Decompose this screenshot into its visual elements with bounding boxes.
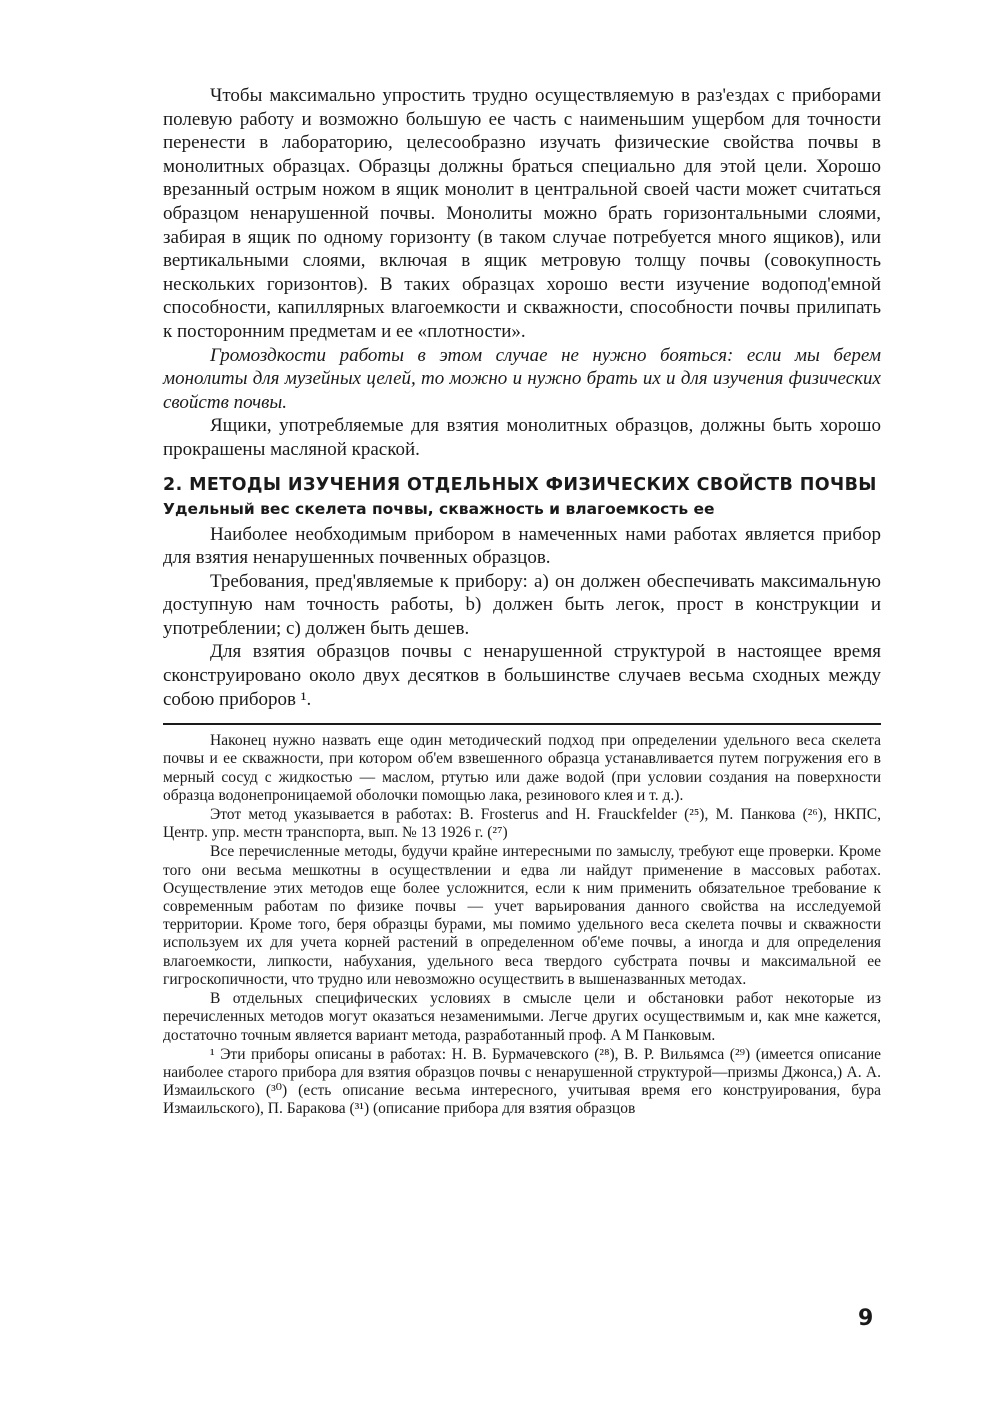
page-number: 9 [858,1306,874,1331]
paragraph-devices: Для взятия образцов почвы с ненарушенной структурой в настоящее время сконструировано около двух десятков в большинстве случаев весьма сходных между собою приборов ¹. [163,641,881,710]
paragraph-monoliths: Чтобы максимально упростить трудно осуществляемую в раз'ездах с приборами полевую работу и возможно большую ее часть с наименьшим ущербом для точности перенести в лабораторию, целесообразно изучать физические свойства почвы в монолитных образцах. Образцы должны браться специально для этой цели. Хорошо врезанный острым ножом в ящик монолит в центральной своей части может считаться образцом ненарушенной почвы. Монолиты можно брать горизонтальными слоями, забирая в ящик по одному горизонту (в таком случае потребуется много ящиков), или вертикальными слоями, включая в ящик метровую толщу почвы (совокупность нескольких горизонтов). В таких образцах хорошо вести изучение водопод'емной способности, капиллярных влагоемкости и скважности, способности почвы прилипать к посторонним предметам и ее «плотности». [163,85,881,342]
paragraph-boxes: Ящики, употребляемые для взятия монолитных образцов, должны быть хорошо прокрашены масляной краской. [163,415,881,460]
book-page [163,84,881,1119]
footnote-paragraph: Наконец нужно назвать еще один методический подход при определении удельного веса скелета почвы и ее скважности, при котором об'ем взвешенного образца устанавливается путем погружения его в мерный сосуд с жидкостью — маслом, ртутью или даже водой (при условии создания на поверхности образца водонепроницаемой оболочки помощью лака, резинового клея и т. д.). [163,732,881,804]
paragraph-requirements: Требования, пред'являемые к прибору: а) он должен обеспечивать максимальную доступную нам точность работы, b) должен быть легок, прост в конструкции и употреблении; с) должен быть дешев. [163,570,881,639]
footnote-paragraph: Этот метод указывается в работах: В. Frosterus and H. Frauckfelder (²⁵), М. Панкова (²⁶), НКПС, Центр. упр. местн транспорта, вып. № 13 1926 г. (²⁷) [163,806,881,842]
footnotes [163,732,881,1118]
main-text [163,84,881,711]
section-heading: 2. МЕТОДЫ ИЗУЧЕНИЯ ОТДЕЛЬНЫХ ФИЗИЧЕСКИХ СВОЙСТВ ПОЧВЫ [163,474,877,495]
footnote-paragraph: В отдельных специфических условиях в смысле цели и обстановки работ некоторые из перечисленных методов могут оказаться незаменимыми. Легче других осуществимым и, как мне кажется, достаточно точным является вариант метода, разработанный проф. А М Панковым. [163,990,881,1044]
paragraph-italic-note: Громоздкости работы в этом случае не нужно бояться: если мы берем монолиты для музейных целей, то можно и нужно брать их и для изучения физических свойств почвы. [163,344,881,413]
sub-heading: Удельный вес скелета почвы, скважность и влагоемкость ее [163,499,715,518]
footnote-1: ¹ Эти приборы описаны в работах: Н. В. Бурмачевского (²⁸), В. Р. Вильямса (²⁹) (имеется описание наиболее старого прибора для взятия образцов почвы с ненарушенной структурой—призмы Джонса,) А. А. Измаильского (³⁰) (есть описание весьма интересного, учитывая время его конструирования, бура Измаильского), П. Баракова (³¹) (описание прибора для взятия образцов [163,1045,881,1118]
footnote-divider [163,723,881,725]
paragraph-instrument: Наиболее необходимым прибором в намеченных нами работах является прибор для взятия ненарушенных почвенных образцов. [163,523,881,569]
footnote-paragraph: Все перечисленные методы, будучи крайне интересными по замыслу, требуют еще проверки. Кроме того они весьма мешкотны в осуществлении и едва ли найдут применение в массовых работах. Осуществление этих методов еще более усложнится, если к ним применить обязательное требование к современным работам по физике почвы — учет варьирования данного свойства на исследуемой территории. Кроме того, беря образцы бурами, мы помимо удельного веса скелета почвы и скважности используем их для учета корней растений в определенном об'еме почвы, а иногда и для определения влагоемкости, липкости, набухания, удельного веса твердого субстрата почвы и максимальной ее гигроскопичности, что трудно или невозможно осуществить в вышеназванных методах. [163,843,881,988]
